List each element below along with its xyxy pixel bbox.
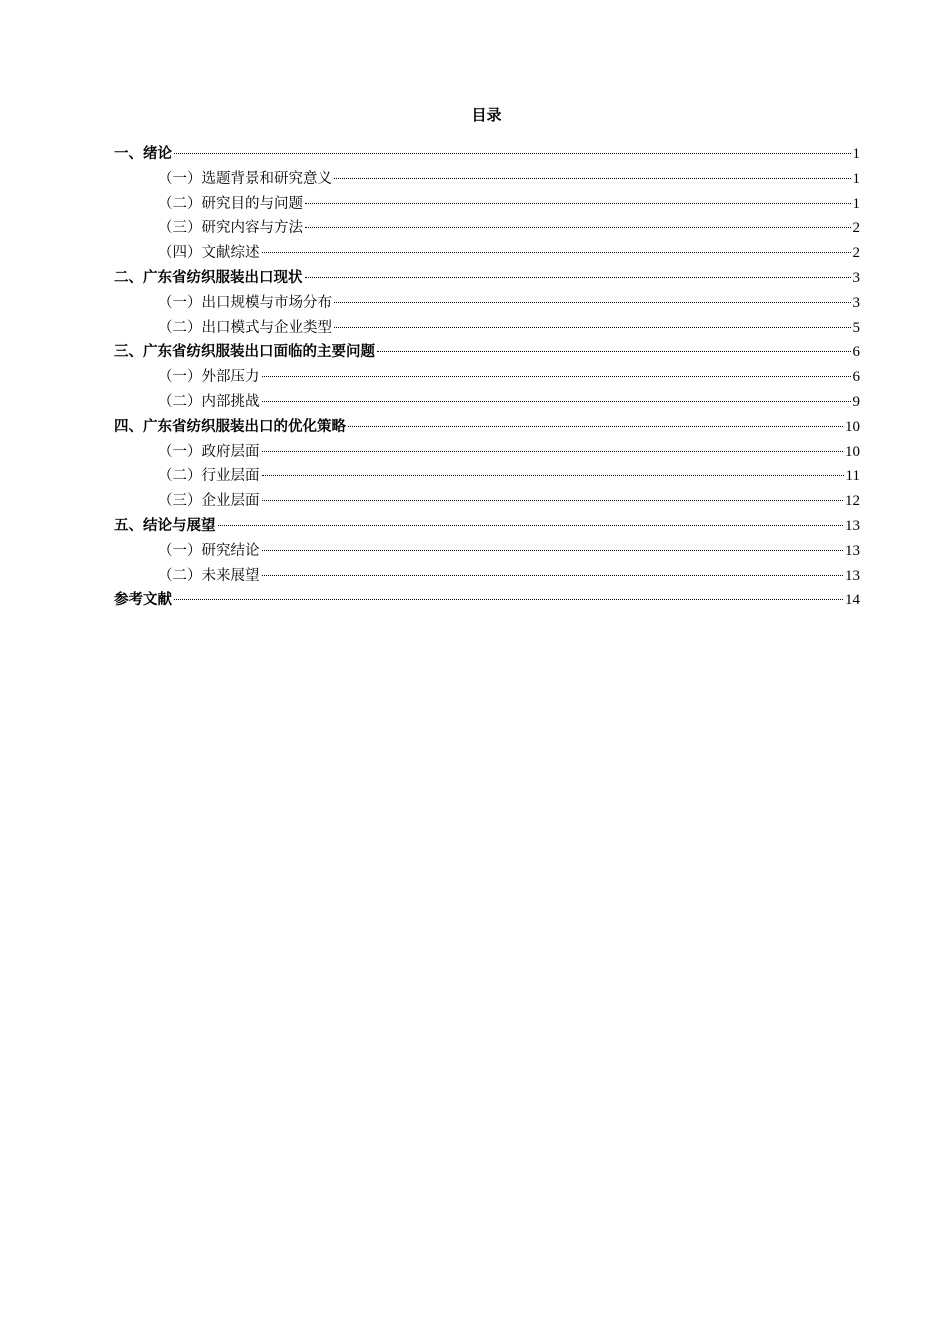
toc-entry[interactable] — [114, 365, 860, 390]
toc-entry-page-number: 1 — [852, 170, 860, 187]
dot-leader — [262, 252, 851, 253]
toc-entry[interactable] — [114, 241, 860, 266]
toc-entry-label: （二）内部挑战 — [158, 393, 260, 410]
toc-entry[interactable] — [114, 192, 860, 217]
toc-entry[interactable] — [114, 415, 860, 440]
dot-leader — [334, 302, 851, 303]
toc-entry[interactable] — [114, 266, 860, 291]
toc-entry-page-number: 3 — [852, 294, 860, 311]
dot-leader — [305, 227, 851, 228]
toc-entry[interactable] — [114, 539, 860, 564]
toc-entry-page-number: 12 — [845, 493, 860, 510]
table-of-contents — [114, 142, 860, 613]
dot-leader — [262, 401, 851, 402]
toc-entry-page-number: 1 — [852, 146, 860, 162]
page-title: 目录 — [471, 106, 502, 124]
toc-entry-page-number: 13 — [845, 517, 860, 534]
toc-entry[interactable] — [114, 564, 860, 589]
toc-entry[interactable] — [114, 390, 860, 415]
toc-entry-page-number: 1 — [852, 195, 860, 212]
toc-entry-label: （三）研究内容与方法 — [158, 220, 303, 237]
toc-entry-label: （四）文献综述 — [158, 245, 260, 262]
toc-entry-page-number: 9 — [852, 393, 860, 410]
toc-entry-label: （一）研究结论 — [158, 542, 260, 559]
dot-leader — [262, 376, 851, 377]
dot-leader — [262, 451, 844, 452]
toc-entry-label: 参考文献 — [114, 592, 172, 609]
toc-entry[interactable] — [114, 588, 860, 613]
toc-entry-label: 四、广东省纺织服装出口的优化策略 — [114, 418, 346, 435]
toc-entry-page-number: 13 — [845, 542, 860, 559]
toc-entry[interactable] — [114, 216, 860, 241]
toc-entry[interactable] — [114, 167, 860, 192]
dot-leader — [262, 500, 844, 501]
dot-leader — [218, 525, 844, 526]
toc-entry-page-number: 6 — [852, 344, 860, 361]
toc-entry[interactable] — [114, 514, 860, 539]
dot-leader — [174, 599, 843, 600]
dot-leader — [305, 203, 851, 204]
dot-leader — [262, 550, 844, 551]
dot-leader — [334, 327, 851, 328]
toc-entry[interactable] — [114, 340, 860, 365]
toc-entry-page-number: 10 — [845, 443, 860, 460]
dot-leader — [348, 426, 843, 427]
toc-entry-label: （三）企业层面 — [158, 493, 260, 510]
toc-entry[interactable] — [114, 291, 860, 316]
toc-entry[interactable] — [114, 464, 860, 489]
toc-entry-page-number: 10 — [845, 418, 860, 435]
toc-entry[interactable] — [114, 142, 860, 167]
toc-entry[interactable] — [114, 316, 860, 341]
toc-entry-label: （二）出口模式与企业类型 — [158, 319, 332, 336]
dot-leader — [262, 575, 844, 576]
toc-entry[interactable] — [114, 440, 860, 465]
toc-entry-page-number: 2 — [852, 220, 860, 237]
dot-leader — [262, 475, 844, 476]
dot-leader — [377, 351, 851, 352]
toc-entry-page-number: 5 — [852, 319, 860, 336]
toc-entry-page-number: 6 — [852, 369, 860, 386]
dot-leader — [174, 153, 851, 154]
toc-entry[interactable] — [114, 489, 860, 514]
toc-entry-label: （二）未来展望 — [158, 567, 260, 584]
toc-entry-label: 五、结论与展望 — [114, 517, 216, 534]
dot-leader — [334, 178, 851, 179]
toc-entry-label: （一）政府层面 — [158, 443, 260, 460]
toc-entry-label: （二）行业层面 — [158, 468, 260, 485]
toc-entry-page-number: 11 — [845, 468, 860, 485]
toc-entry-page-number: 14 — [845, 592, 860, 609]
toc-entry-page-number: 13 — [845, 567, 860, 584]
toc-entry-page-number: 3 — [852, 269, 860, 286]
toc-entry-label: （一）外部压力 — [158, 369, 260, 386]
toc-entry-label: 二、广东省纺织服装出口现状 — [114, 269, 303, 286]
toc-entry-label: 三、广东省纺织服装出口面临的主要问题 — [114, 344, 375, 361]
toc-entry-page-number: 2 — [852, 245, 860, 262]
dot-leader — [305, 277, 851, 278]
toc-entry-label: （二）研究目的与问题 — [158, 195, 303, 212]
toc-entry-label: （一）选题背景和研究意义 — [158, 170, 332, 187]
toc-entry-label: 一、绪论 — [114, 146, 172, 162]
toc-entry-label: （一）出口规模与市场分布 — [158, 294, 332, 311]
